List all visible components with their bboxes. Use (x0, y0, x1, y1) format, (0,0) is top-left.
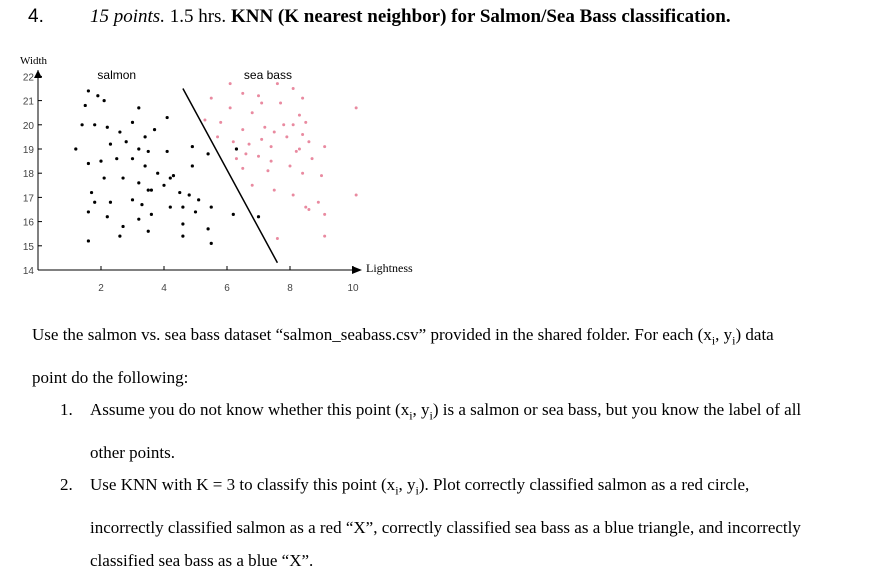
salmon-point (109, 201, 112, 204)
salmon-point (115, 157, 118, 160)
y-tick-label: 15 (22, 241, 34, 253)
sea-bass-point (203, 118, 206, 121)
salmon-point (147, 230, 150, 233)
salmon-point (181, 205, 184, 208)
salmon-point (93, 123, 96, 126)
sea-bass-point (298, 114, 301, 117)
intro-line-1 (32, 316, 872, 359)
y-tick-label: 19 (22, 145, 34, 156)
subscript-i: i (429, 408, 433, 423)
item1-text-c: ) is a salmon or sea bass, but you know the label of all (432, 400, 802, 419)
y-tick-label: 20 (22, 120, 34, 132)
intro-text-c: ) data (735, 325, 774, 344)
x-tick-label: 4 (161, 283, 167, 294)
item2-line-3: classified sea bass as a blue “X”. (90, 551, 314, 571)
item1-text-b: , y (412, 400, 430, 419)
sea-bass-point (241, 92, 244, 95)
item2-line-1 (90, 466, 880, 509)
sea-bass-point (301, 97, 304, 100)
x-tick-label: 2 (98, 283, 104, 294)
decision-boundary (183, 89, 278, 263)
salmon-point (87, 239, 90, 242)
intro-text-b: , y (715, 325, 733, 344)
sea-bass-point (244, 152, 247, 155)
sea-bass-point (260, 138, 263, 141)
subscript-i: i (415, 483, 419, 498)
sea-bass-point (216, 135, 219, 138)
salmon-point (81, 123, 84, 126)
salmon-point (153, 128, 156, 131)
salmon-point (87, 162, 90, 165)
sea-bass-point (232, 140, 235, 143)
sea-bass-point (311, 157, 314, 160)
salmon-point (178, 191, 181, 194)
item2-text-c: ). Plot correctly classified salmon as a red circle, (418, 475, 750, 494)
salmon-point (118, 235, 121, 238)
salmon-point (131, 198, 134, 201)
salmon-point (235, 147, 238, 150)
salmon-point (99, 160, 102, 163)
question-points: 15 points. (90, 6, 165, 27)
sea-bass-point (263, 126, 266, 129)
salmon-point (156, 172, 159, 175)
data-points (74, 82, 357, 245)
salmon-point (210, 205, 213, 208)
sea-bass-point (279, 102, 282, 105)
salmon-point (125, 140, 128, 143)
subscript-i: i (409, 408, 413, 423)
annotation-label: sea bass (243, 67, 292, 82)
item2-text-b: , y (398, 475, 416, 494)
subscript-i: i (732, 333, 736, 348)
sea-bass-point (292, 87, 295, 90)
item1-line-2: other points. (90, 443, 175, 463)
salmon-point (257, 215, 260, 218)
sea-bass-point (355, 106, 358, 109)
x-tick-label: 8 (287, 283, 293, 294)
salmon-point (131, 121, 134, 124)
salmon-point (162, 184, 165, 187)
y-tick-label: 17 (22, 193, 34, 205)
sea-bass-point (235, 157, 238, 160)
sea-bass-point (307, 208, 310, 211)
salmon-point (137, 106, 140, 109)
sea-bass-point (266, 169, 269, 172)
y-tick-label: 22 (22, 72, 34, 84)
salmon-point (207, 152, 210, 155)
salmon-point (191, 145, 194, 148)
sea-bass-point (273, 131, 276, 134)
sea-bass-point (241, 128, 244, 131)
salmon-point (137, 147, 140, 150)
sea-bass-point (276, 82, 279, 85)
salmon-point (106, 215, 109, 218)
item2-line-2: incorrectly classified salmon as a red “X”, correctly classified sea bass as a blue triangle, and incorrectly (90, 518, 801, 538)
sea-bass-point (251, 184, 254, 187)
salmon-point (109, 143, 112, 146)
sea-bass-point (270, 160, 273, 163)
list-number: 2. (60, 475, 73, 494)
intro-text-a: Use the salmon vs. sea bass dataset “salmon_seabass.csv” provided in the shared folder. For each (x (32, 325, 712, 344)
sea-bass-point (292, 123, 295, 126)
salmon-point (84, 104, 87, 107)
item2-text-a: Use KNN with K = 3 to classify this point (x (90, 475, 396, 494)
subscript-i: i (711, 333, 716, 348)
salmon-point (87, 89, 90, 92)
y-axis-label: Width (20, 55, 48, 67)
sea-bass-point (298, 148, 301, 151)
salmon-point (93, 201, 96, 204)
sea-bass-point (295, 150, 298, 153)
y-ticks (23, 72, 42, 277)
salmon-point (188, 193, 191, 196)
sea-bass-point (257, 94, 260, 97)
salmon-point (191, 164, 194, 167)
salmon-point (121, 225, 124, 228)
plot-axes (34, 67, 362, 274)
sea-bass-point (304, 206, 307, 209)
salmon-point (121, 176, 124, 179)
sea-bass-point (323, 213, 326, 216)
sea-bass-point (323, 235, 326, 238)
sea-bass-point (251, 111, 254, 114)
instructions-paragraph (32, 316, 872, 396)
sea-bass-point (257, 155, 260, 158)
salmon-point (147, 150, 150, 153)
y-tick-label: 21 (22, 96, 34, 108)
salmon-point (197, 198, 200, 201)
salmon-point (74, 147, 77, 150)
sea-bass-point (270, 145, 273, 148)
salmon-point (172, 174, 175, 177)
intro-line-2: point do the following: (32, 368, 189, 388)
sea-bass-point (282, 123, 285, 126)
salmon-point (194, 210, 197, 213)
salmon-point (166, 150, 169, 153)
x-axis-label: Lightness (366, 261, 413, 275)
salmon-point (232, 213, 235, 216)
list-item-1 (60, 391, 880, 465)
sea-bass-point (301, 172, 304, 175)
sea-bass-point (355, 193, 358, 196)
salmon-point (144, 135, 147, 138)
sea-bass-point (289, 164, 292, 167)
salmon-point (140, 203, 143, 206)
salmon-point (150, 213, 153, 216)
x-tick-label: 6 (224, 283, 230, 294)
question-number: 4. (28, 6, 44, 27)
salmon-point (106, 126, 109, 129)
salmon-point (166, 116, 169, 119)
item1-line-1 (90, 391, 880, 434)
sea-bass-point (307, 140, 310, 143)
salmon-point (90, 191, 93, 194)
salmon-point (137, 218, 140, 221)
sea-bass-point (317, 201, 320, 204)
sea-bass-point (276, 237, 279, 240)
salmon-point (150, 189, 153, 192)
sea-bass-point (248, 143, 251, 146)
x-tick-label: 10 (347, 283, 359, 294)
sea-bass-point (229, 106, 232, 109)
question-duration: 1.5 hrs. (164, 6, 231, 27)
y-tick-label: 14 (22, 266, 34, 277)
salmon-point (96, 94, 99, 97)
sea-bass-point (229, 82, 232, 85)
sea-bass-point (320, 174, 323, 177)
sea-bass-point (323, 145, 326, 148)
sea-bass-point (241, 167, 244, 170)
sea-bass-point (260, 102, 263, 105)
salmon-point (181, 222, 184, 225)
subscript-i: i (395, 483, 399, 498)
salmon-point (118, 130, 121, 133)
salmon-point (169, 176, 172, 179)
salmon-point (131, 157, 134, 160)
scatter-plot (0, 48, 440, 298)
list-item-2 (60, 466, 880, 572)
salmon-point (169, 205, 172, 208)
salmon-point (147, 189, 150, 192)
annotation-label: salmon (97, 67, 137, 82)
question-title: KNN (K nearest neighbor) for Salmon/Sea Bass classification. (230, 6, 731, 27)
sea-bass-point (304, 121, 307, 124)
sea-bass-point (285, 135, 288, 138)
salmon-point (103, 176, 106, 179)
y-tick-label: 16 (22, 217, 34, 229)
salmon-point (144, 164, 147, 167)
salmon-point (87, 210, 90, 213)
sea-bass-point (219, 121, 222, 124)
salmon-point (137, 181, 140, 184)
list-number: 1. (60, 400, 73, 419)
y-tick-label: 18 (22, 169, 34, 181)
sea-bass-point (210, 97, 213, 100)
salmon-point (210, 242, 213, 245)
item1-text-a: Assume you do not know whether this point (x (90, 400, 410, 419)
salmon-point (181, 235, 184, 238)
sea-bass-point (292, 193, 295, 196)
salmon-point (207, 227, 210, 230)
question-header (90, 6, 731, 28)
sea-bass-point (273, 189, 276, 192)
annotations (97, 68, 292, 82)
salmon-point (103, 99, 106, 102)
sea-bass-point (301, 133, 304, 136)
